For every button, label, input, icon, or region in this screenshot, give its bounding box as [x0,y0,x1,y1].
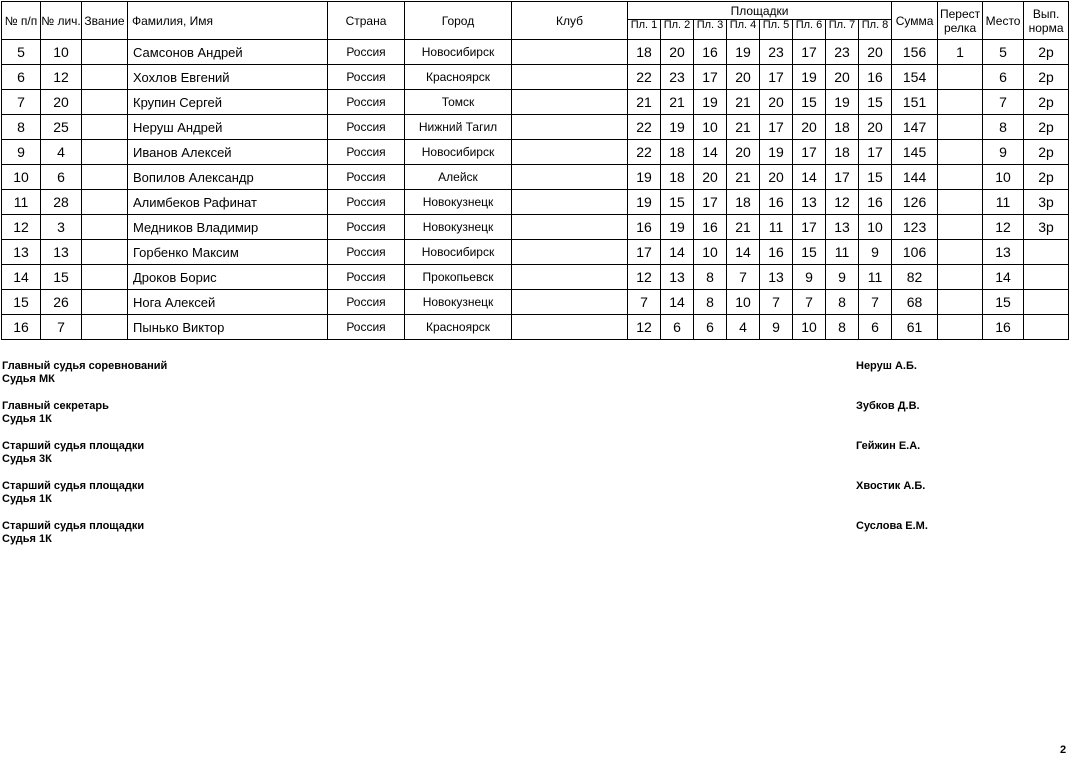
signature-entry [0,360,1072,400]
cell-club [512,215,628,240]
table-row [2,240,1069,265]
cell-area-2: 21 [661,90,694,115]
cell-name: Неруш Андрей [128,115,328,140]
cell-area-8: 16 [859,65,892,90]
cell-city: Томск [405,90,512,115]
cell-area-1: 22 [628,115,661,140]
cell-area-7: 20 [826,65,859,90]
header-area-6: Пл. 6 [793,20,826,40]
table-row [2,65,1069,90]
cell-area-2: 14 [661,290,694,315]
cell-sum: 151 [892,90,938,115]
table-row [2,215,1069,240]
cell-club [512,115,628,140]
cell-area-1: 19 [628,190,661,215]
cell-personal: 13 [41,240,82,265]
cell-area-5: 19 [760,140,793,165]
cell-area-3: 16 [694,215,727,240]
signature-person: Зубков Д.В. [856,400,920,412]
cell-area-3: 10 [694,240,727,265]
signature-entry [0,520,1072,560]
cell-sum: 147 [892,115,938,140]
cell-area-1: 22 [628,65,661,90]
table-row [2,290,1069,315]
cell-personal: 28 [41,190,82,215]
cell-area-5: 13 [760,265,793,290]
cell-area-6: 20 [793,115,826,140]
cell-personal: 7 [41,315,82,340]
cell-name: Алимбеков Рафинат [128,190,328,215]
cell-area-5: 23 [760,40,793,65]
cell-shootoff [938,90,983,115]
cell-place: 12 [983,215,1024,240]
cell-norm: 2р [1024,65,1069,90]
cell-norm [1024,290,1069,315]
cell-name: Горбенко Максим [128,240,328,265]
cell-area-3: 20 [694,165,727,190]
cell-city: Красноярск [405,65,512,90]
table-row [2,90,1069,115]
cell-num: 11 [2,190,41,215]
table-row [2,315,1069,340]
cell-place: 14 [983,265,1024,290]
cell-num: 5 [2,40,41,65]
cell-country: Россия [328,215,405,240]
cell-place: 5 [983,40,1024,65]
cell-sum: 106 [892,240,938,265]
header-num: № п/п [2,2,41,40]
cell-name: Нога Алексей [128,290,328,315]
cell-area-4: 21 [727,115,760,140]
signature-entry [0,480,1072,520]
cell-shootoff: 1 [938,40,983,65]
cell-area-5: 9 [760,315,793,340]
cell-country: Россия [328,290,405,315]
table-row [2,165,1069,190]
cell-rank [82,315,128,340]
header-area-4: Пл. 4 [727,20,760,40]
cell-name: Самсонов Андрей [128,40,328,65]
cell-sum: 82 [892,265,938,290]
cell-area-5: 16 [760,240,793,265]
cell-place: 10 [983,165,1024,190]
cell-place: 9 [983,140,1024,165]
signature-person: Гейжин Е.А. [856,440,921,452]
cell-country: Россия [328,190,405,215]
cell-area-7: 19 [826,90,859,115]
cell-personal: 20 [41,90,82,115]
cell-area-4: 21 [727,165,760,190]
table-row [2,140,1069,165]
cell-area-6: 17 [793,215,826,240]
cell-num: 14 [2,265,41,290]
cell-city: Нижний Тагил [405,115,512,140]
cell-num: 15 [2,290,41,315]
cell-area-8: 20 [859,115,892,140]
cell-area-4: 4 [727,315,760,340]
cell-area-8: 15 [859,165,892,190]
cell-personal: 10 [41,40,82,65]
header-club: Клуб [512,2,628,40]
header-area-3: Пл. 3 [694,20,727,40]
cell-club [512,40,628,65]
cell-sum: 123 [892,215,938,240]
cell-norm: 2р [1024,165,1069,190]
cell-area-2: 20 [661,40,694,65]
cell-club [512,315,628,340]
cell-area-8: 9 [859,240,892,265]
cell-area-3: 10 [694,115,727,140]
table-row [2,115,1069,140]
signature-grade: Судья 1К [2,533,52,545]
cell-sum: 68 [892,290,938,315]
signature-role: Главный судья соревнований [2,360,168,372]
signature-grade: Судья 3К [2,453,52,465]
cell-city: Новокузнецк [405,290,512,315]
signature-role: Старший судья площадки [2,480,145,492]
cell-rank [82,190,128,215]
results-table [1,1,1069,340]
cell-area-1: 18 [628,40,661,65]
cell-area-8: 17 [859,140,892,165]
cell-city: Новокузнецк [405,215,512,240]
cell-country: Россия [328,90,405,115]
cell-area-6: 14 [793,165,826,190]
cell-shootoff [938,165,983,190]
cell-num: 7 [2,90,41,115]
header-city: Город [405,2,512,40]
cell-rank [82,215,128,240]
cell-area-5: 16 [760,190,793,215]
cell-rank [82,40,128,65]
cell-country: Россия [328,265,405,290]
cell-area-4: 20 [727,140,760,165]
cell-sum: 154 [892,65,938,90]
header-personal: № лич. [41,2,82,40]
cell-area-6: 15 [793,240,826,265]
cell-area-1: 12 [628,315,661,340]
cell-sum: 145 [892,140,938,165]
cell-num: 9 [2,140,41,165]
cell-shootoff [938,240,983,265]
cell-area-5: 7 [760,290,793,315]
table-header-row [2,2,1069,20]
header-country: Страна [328,2,405,40]
signature-person: Неруш А.Б. [856,360,917,372]
cell-name: Вопилов Александр [128,165,328,190]
cell-country: Россия [328,240,405,265]
cell-country: Россия [328,140,405,165]
cell-area-2: 18 [661,140,694,165]
cell-club [512,90,628,115]
cell-country: Россия [328,115,405,140]
cell-city: Новосибирск [405,40,512,65]
cell-area-8: 20 [859,40,892,65]
header-shootoff: Перестрелка [938,2,983,40]
cell-area-4: 19 [727,40,760,65]
cell-area-2: 6 [661,315,694,340]
header-rank: Звание [82,2,128,40]
header-name: Фамилия, Имя [128,2,328,40]
cell-rank [82,290,128,315]
cell-place: 15 [983,290,1024,315]
cell-area-1: 12 [628,265,661,290]
cell-name: Дроков Борис [128,265,328,290]
cell-name: Пынько Виктор [128,315,328,340]
cell-shootoff [938,115,983,140]
signature-entry [0,400,1072,440]
cell-personal: 26 [41,290,82,315]
cell-area-3: 19 [694,90,727,115]
cell-norm [1024,315,1069,340]
cell-area-6: 19 [793,65,826,90]
cell-personal: 25 [41,115,82,140]
cell-country: Россия [328,40,405,65]
cell-area-4: 10 [727,290,760,315]
cell-area-3: 6 [694,315,727,340]
cell-area-6: 15 [793,90,826,115]
cell-club [512,165,628,190]
cell-area-1: 21 [628,90,661,115]
cell-area-5: 20 [760,90,793,115]
cell-norm: 3р [1024,215,1069,240]
cell-rank [82,90,128,115]
cell-area-3: 17 [694,65,727,90]
cell-area-7: 18 [826,140,859,165]
cell-area-8: 7 [859,290,892,315]
cell-area-6: 7 [793,290,826,315]
cell-area-7: 17 [826,165,859,190]
cell-area-7: 8 [826,315,859,340]
cell-city: Новосибирск [405,240,512,265]
cell-area-8: 6 [859,315,892,340]
signature-entry [0,440,1072,480]
signatures-block [0,360,1072,560]
cell-club [512,140,628,165]
cell-place: 7 [983,90,1024,115]
cell-area-1: 7 [628,290,661,315]
cell-num: 13 [2,240,41,265]
cell-rank [82,65,128,90]
cell-norm: 2р [1024,115,1069,140]
header-areas: Площадки [628,2,892,20]
cell-area-8: 15 [859,90,892,115]
cell-num: 12 [2,215,41,240]
cell-area-8: 10 [859,215,892,240]
cell-area-2: 13 [661,265,694,290]
table-row [2,40,1069,65]
cell-area-8: 16 [859,190,892,215]
cell-area-7: 18 [826,115,859,140]
signature-grade: Судья 1К [2,413,52,425]
cell-shootoff [938,65,983,90]
cell-area-2: 15 [661,190,694,215]
cell-city: Прокопьевск [405,265,512,290]
cell-sum: 61 [892,315,938,340]
cell-area-6: 10 [793,315,826,340]
signature-grade: Судья 1К [2,493,52,505]
cell-area-7: 8 [826,290,859,315]
cell-norm: 2р [1024,90,1069,115]
page-number: 2 [1060,744,1067,756]
cell-area-4: 18 [727,190,760,215]
cell-area-3: 16 [694,40,727,65]
signature-role: Старший судья площадки [2,520,145,532]
cell-shootoff [938,290,983,315]
cell-name: Иванов Алексей [128,140,328,165]
signature-grade: Судья МК [2,373,55,385]
table-row [2,190,1069,215]
cell-area-7: 12 [826,190,859,215]
header-area-7: Пл. 7 [826,20,859,40]
cell-club [512,190,628,215]
cell-rank [82,115,128,140]
cell-rank [82,240,128,265]
cell-shootoff [938,265,983,290]
cell-area-2: 19 [661,215,694,240]
cell-club [512,240,628,265]
signature-person: Суслова Е.М. [856,520,928,532]
cell-area-7: 11 [826,240,859,265]
cell-num: 8 [2,115,41,140]
cell-num: 16 [2,315,41,340]
header-area-2: Пл. 2 [661,20,694,40]
cell-area-4: 20 [727,65,760,90]
cell-area-5: 17 [760,115,793,140]
signature-person: Хвостик А.Б. [856,480,926,492]
header-area-1: Пл. 1 [628,20,661,40]
cell-name: Медников Владимир [128,215,328,240]
cell-personal: 6 [41,165,82,190]
cell-personal: 15 [41,265,82,290]
header-norm: Вып. норма [1024,2,1069,40]
header-area-8: Пл. 8 [859,20,892,40]
cell-area-2: 18 [661,165,694,190]
cell-norm: 3р [1024,190,1069,215]
cell-area-8: 11 [859,265,892,290]
signature-role: Главный секретарь [2,400,109,412]
cell-area-7: 9 [826,265,859,290]
cell-area-7: 23 [826,40,859,65]
cell-country: Россия [328,315,405,340]
cell-club [512,65,628,90]
cell-rank [82,140,128,165]
cell-personal: 3 [41,215,82,240]
cell-area-5: 20 [760,165,793,190]
cell-num: 10 [2,165,41,190]
table-row [2,265,1069,290]
cell-area-3: 8 [694,265,727,290]
table-body [2,40,1069,340]
cell-area-4: 21 [727,215,760,240]
cell-norm [1024,240,1069,265]
cell-sum: 126 [892,190,938,215]
cell-club [512,265,628,290]
cell-personal: 12 [41,65,82,90]
cell-area-5: 17 [760,65,793,90]
cell-area-2: 23 [661,65,694,90]
cell-country: Россия [328,165,405,190]
cell-area-3: 14 [694,140,727,165]
cell-city: Красноярск [405,315,512,340]
cell-city: Новокузнецк [405,190,512,215]
cell-rank [82,265,128,290]
cell-area-1: 17 [628,240,661,265]
cell-rank [82,165,128,190]
cell-num: 6 [2,65,41,90]
cell-area-6: 9 [793,265,826,290]
cell-norm: 2р [1024,140,1069,165]
cell-area-3: 8 [694,290,727,315]
cell-area-6: 17 [793,140,826,165]
cell-personal: 4 [41,140,82,165]
cell-area-1: 22 [628,140,661,165]
cell-shootoff [938,315,983,340]
cell-area-3: 17 [694,190,727,215]
cell-shootoff [938,215,983,240]
cell-shootoff [938,140,983,165]
cell-area-4: 7 [727,265,760,290]
cell-place: 6 [983,65,1024,90]
cell-city: Алейск [405,165,512,190]
cell-place: 8 [983,115,1024,140]
cell-area-7: 13 [826,215,859,240]
cell-place: 11 [983,190,1024,215]
cell-area-4: 21 [727,90,760,115]
cell-country: Россия [328,65,405,90]
cell-area-1: 16 [628,215,661,240]
cell-club [512,290,628,315]
cell-area-2: 14 [661,240,694,265]
header-sum: Сумма [892,2,938,40]
cell-norm: 2р [1024,40,1069,65]
cell-area-2: 19 [661,115,694,140]
cell-sum: 144 [892,165,938,190]
signature-role: Старший судья площадки [2,440,145,452]
cell-name: Крупин Сергей [128,90,328,115]
header-place: Место [983,2,1024,40]
cell-area-6: 13 [793,190,826,215]
cell-shootoff [938,190,983,215]
cell-norm [1024,265,1069,290]
cell-area-5: 11 [760,215,793,240]
cell-city: Новосибирск [405,140,512,165]
cell-place: 13 [983,240,1024,265]
cell-area-6: 17 [793,40,826,65]
cell-area-4: 14 [727,240,760,265]
header-area-5: Пл. 5 [760,20,793,40]
cell-name: Хохлов Евгений [128,65,328,90]
cell-sum: 156 [892,40,938,65]
cell-place: 16 [983,315,1024,340]
cell-area-1: 19 [628,165,661,190]
